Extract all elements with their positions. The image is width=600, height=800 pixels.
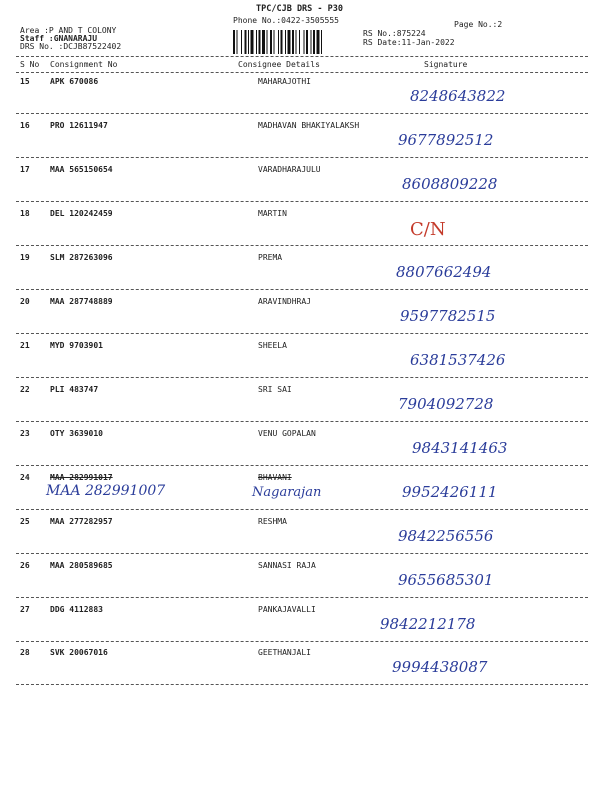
handwritten-signature-phone: 9677892512: [398, 131, 494, 149]
row-divider: [16, 465, 588, 466]
row-divider: [16, 509, 588, 510]
consignee-name: ARAVINDHRAJ: [258, 297, 311, 306]
header-divider-bottom: [16, 72, 588, 73]
consignment-number: DDG 4112883: [50, 605, 103, 614]
consignment-number: DEL 120242459: [50, 209, 113, 218]
consignment-number: MYD 9703901: [50, 341, 103, 350]
area-label: Area :P AND T COLONY: [20, 26, 117, 35]
column-header-consignee: Consignee Details: [238, 60, 320, 69]
consignee-name: RESHMA: [258, 517, 287, 526]
handwritten-signature-phone: 8807662494: [396, 263, 492, 281]
row-divider: [16, 377, 588, 378]
serial-number: 16: [20, 121, 30, 130]
handwritten-signature-phone: 9655685301: [398, 571, 494, 589]
column-header-signature: Signature: [424, 60, 468, 69]
row-divider: [16, 201, 588, 202]
serial-number: 25: [20, 517, 30, 526]
consignment-number: SVK 20067016: [50, 648, 108, 657]
sheet-title: TPC/CJB DRS - P30: [256, 4, 343, 14]
handwritten-signature-phone: 9842212178: [380, 615, 476, 633]
serial-number: 18: [20, 209, 30, 218]
consignment-number: MAA 287748889: [50, 297, 113, 306]
column-header-consignment: Consignment No: [50, 60, 118, 69]
handwritten-consignment-correction: MAA 282991007: [46, 483, 166, 499]
consignment-number: MAA 280589685: [50, 561, 113, 570]
serial-number: 22: [20, 385, 30, 394]
consignee-name: VARADHARAJULU: [258, 165, 321, 174]
handwritten-signature-phone: 8608809228: [402, 175, 498, 193]
staff-label: Staff :GNANARAJU: [20, 34, 98, 43]
drs-number: DRS No. :DCJB87522402: [20, 42, 122, 51]
consignee-name: VENU GOPALAN: [258, 429, 316, 438]
handwritten-name-correction: Nagarajan: [252, 485, 322, 500]
consignment-number: APK 670086: [50, 77, 99, 86]
consignment-number: MAA 565150654: [50, 165, 113, 174]
serial-number: 28: [20, 648, 30, 657]
page-number: Page No.:2: [454, 20, 503, 29]
consignment-number: SLM 287263096: [50, 253, 113, 262]
consignee-name: MAHARAJOTHI: [258, 77, 311, 86]
consignee-name: PANKAJAVALLI: [258, 605, 316, 614]
consignee-name: SANNASI RAJA: [258, 561, 316, 570]
serial-number: 23: [20, 429, 30, 438]
row-divider: [16, 684, 588, 685]
row-divider: [16, 289, 588, 290]
consignee-name: PREMA: [258, 253, 283, 262]
consignee-name: SHEELA: [258, 341, 287, 350]
handwritten-signature-phone: 9843141463: [412, 439, 508, 457]
row-divider: [16, 553, 588, 554]
column-header-sno: S No: [20, 60, 40, 69]
consignment-number: MAA 282991017: [50, 473, 113, 482]
serial-number: 15: [20, 77, 30, 86]
rs-date: RS Date:11-Jan-2022: [363, 38, 455, 47]
row-divider: [16, 245, 588, 246]
handwritten-signature-phone: C/N: [410, 219, 446, 240]
row-divider: [16, 113, 588, 114]
consignment-number: PRO 12611947: [50, 121, 108, 130]
serial-number: 20: [20, 297, 30, 306]
consignee-name: SRI SAI: [258, 385, 292, 394]
serial-number: 27: [20, 605, 30, 614]
consignment-number: MAA 277282957: [50, 517, 113, 526]
handwritten-signature-phone: 9842256556: [398, 527, 494, 545]
row-divider: [16, 597, 588, 598]
consignee-name: MADHAVAN BHAKIYALAKSH: [258, 121, 360, 130]
handwritten-signature-phone: 7904092728: [398, 395, 494, 413]
serial-number: 19: [20, 253, 30, 262]
handwritten-signature-phone: 9597782515: [400, 307, 496, 325]
consignment-number: OTY 3639010: [50, 429, 103, 438]
handwritten-signature-phone: 8248643822: [410, 87, 506, 105]
serial-number: 17: [20, 165, 30, 174]
row-divider: [16, 157, 588, 158]
consignee-name: MARTIN: [258, 209, 287, 218]
header-divider-top: [16, 56, 588, 57]
row-divider: [16, 333, 588, 334]
consignee-name: GEETHANJALI: [258, 648, 311, 657]
serial-number: 24: [20, 473, 30, 482]
consignment-number: PLI 483747: [50, 385, 99, 394]
row-divider: [16, 641, 588, 642]
barcode-image: [231, 29, 357, 55]
serial-number: 26: [20, 561, 30, 570]
phone-number: Phone No.:0422-3505555: [233, 16, 339, 25]
serial-number: 21: [20, 341, 30, 350]
handwritten-signature-phone: 9952426111: [402, 483, 498, 501]
consignee-name: BHAVANI: [258, 473, 292, 482]
handwritten-signature-phone: 6381537426: [410, 351, 506, 369]
rs-number: RS No.:875224: [363, 29, 426, 38]
handwritten-signature-phone: 9994438087: [392, 658, 488, 676]
row-divider: [16, 421, 588, 422]
